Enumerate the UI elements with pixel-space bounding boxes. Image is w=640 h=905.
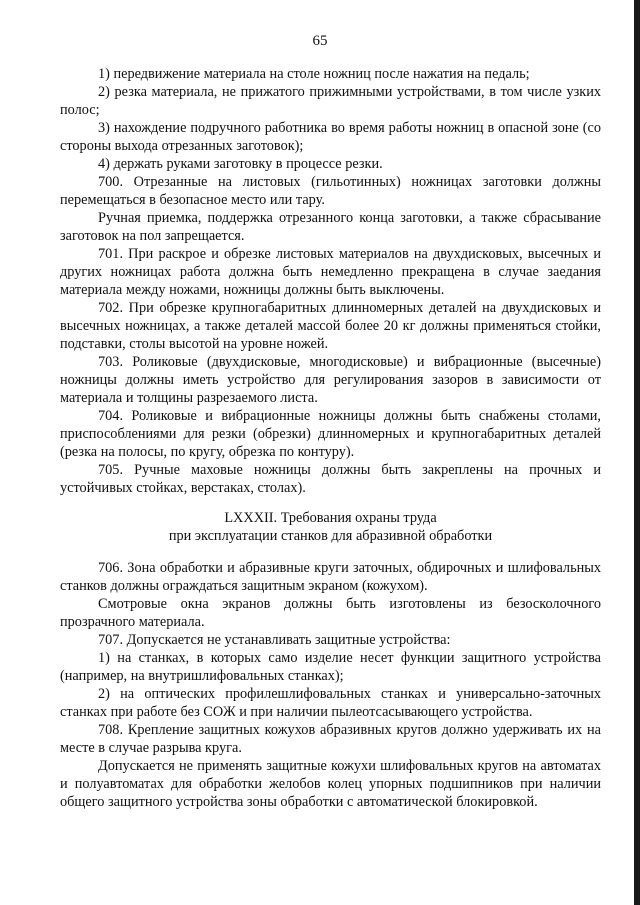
paragraph-700: 700. Отрезанные на листовых (гильотинных) ножницах заготовки должны перемещаться в безопасное место или тару.: [60, 174, 601, 208]
section-heading: [60, 509, 601, 545]
paragraph: Допускается не применять защитные кожухи шлифовальных кругов на автоматах и полуавтоматах для обработки желобов колец упорных подшипников при наличии общего защитного устройства зоны обработки с автоматической блокировкой.: [60, 758, 601, 810]
paragraph: Ручная приемка, поддержка отрезанного конца заготовки, а также сбрасывание заготовок на пол запрещается.: [60, 210, 601, 244]
paragraph-708: 708. Крепление защитных кожухов абразивных кругов должно удерживать их на месте в случае разрыва круга.: [60, 722, 601, 756]
list-item: 1) передвижение материала на столе ножниц после нажатия на педаль;: [98, 66, 530, 82]
list-item: 3) нахождение подручного работника во время работы ножниц в опасной зоне (со стороны выхода отрезанных заготовок);: [60, 120, 601, 154]
list-item: 2) на оптических профилешлифовальных станках и универсально-заточных станках при работе без СОЖ и при наличии пылеотсасывающего устройства.: [60, 686, 601, 720]
section-title-line1: LXXXII. Требования охраны труда: [224, 510, 437, 526]
paragraph-703: 703. Роликовые (двухдисковые, многодисковые) и вибрационные (высечные) ножницы должны иметь устройство для регулирования зазоров в зависимости от материала и толщины разрезаемого листа.: [60, 354, 601, 406]
paragraph-705: 705. Ручные маховые ножницы должны быть закреплены на прочных и устойчивых стойках, верстаках, столах).: [60, 462, 601, 496]
paragraph-704: 704. Роликовые и вибрационные ножницы должны быть снабжены столами, приспособлениями для резки (обрезки) длинномерных и крупногабаритных деталей (резка на полосы, по кругу, обрезка по контуру).: [60, 408, 601, 460]
list-item: 2) резка материала, не прижатого прижимными устройствами, в том числе узких полос;: [60, 84, 601, 118]
list-item: 1) на станках, в которых само изделие несет функции защитного устройства (например, на внутришлифовальных станках);: [60, 650, 601, 684]
paragraph-706: 706. Зона обработки и абразивные круги заточных, обдирочных и шлифовальных станков должны ограждаться защитным экраном (кожухом).: [60, 560, 601, 594]
scan-edge: [634, 0, 640, 905]
paragraph-707: 707. Допускается не устанавливать защитные устройства:: [98, 632, 451, 648]
paragraph-702: 702. При обрезке крупногабаритных длинномерных деталей на двухдисковых и высечных ножницах, а также деталей массой более 20 кг должны применяться стойки, подставки, столы высотой на уровне ножей.: [60, 300, 601, 352]
document-body: [60, 65, 601, 811]
page-number: 65: [312, 33, 328, 49]
list-item: 4) держать руками заготовку в процессе резки.: [98, 156, 383, 172]
paragraph: Смотровые окна экранов должны быть изготовлены из безосколочного прозрачного материала.: [60, 596, 601, 630]
paragraph-701: 701. При раскрое и обрезке листовых материалов на двухдисковых, высечных и других ножницах работа должна быть немедленно прекращена в случае заедания материала между ножами, ножницы должны быть выключены.: [60, 246, 601, 298]
section-title-line2: при эксплуатации станков для абразивной обработки: [168, 528, 493, 544]
